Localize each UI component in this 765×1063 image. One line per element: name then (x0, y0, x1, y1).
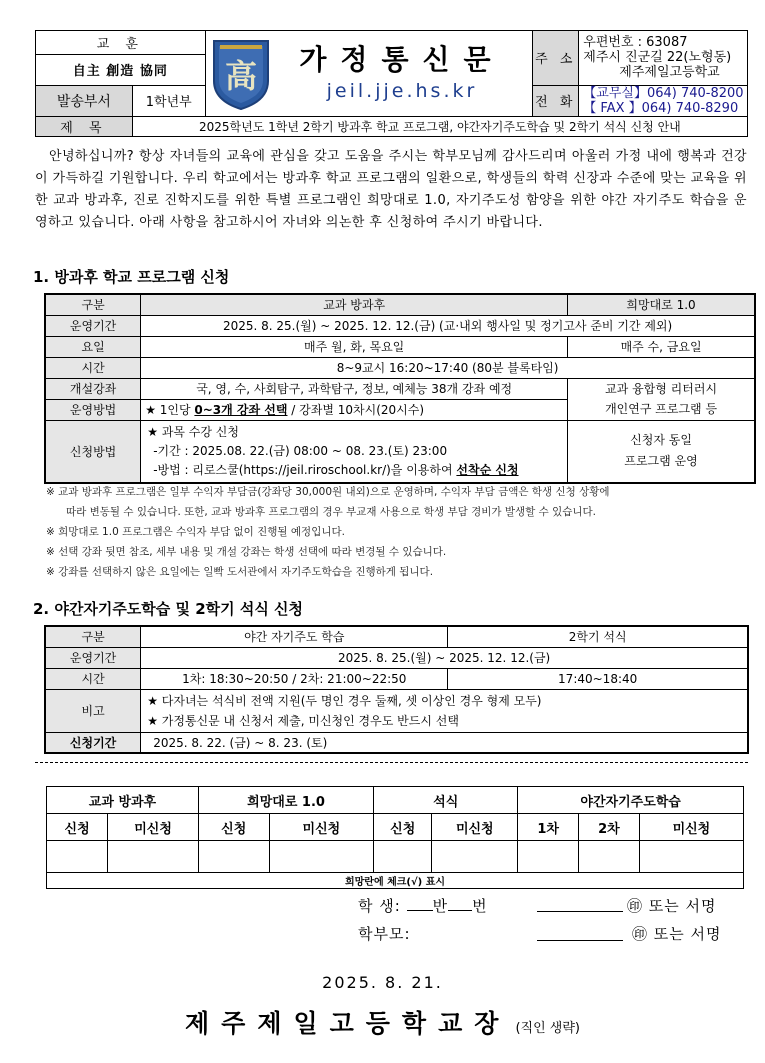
check-hope-apply[interactable] (198, 841, 269, 873)
section2-title: 2. 야간자기주도학습 및 2학기 석식 신청 (33, 600, 304, 618)
check-night-first[interactable] (518, 841, 579, 873)
phone-label: 전 화 (533, 85, 579, 116)
check-afterschool-no[interactable] (108, 841, 199, 873)
parent-sign-line[interactable]: 학부모: (358, 925, 411, 943)
issue-date: 2025. 8. 21. (322, 973, 443, 992)
school-emblem-icon (210, 35, 272, 111)
parent-seal: ㊞ 또는 서명 (632, 925, 722, 943)
section1-notes: ※ 교과 방과후 프로그램은 일부 수익자 부담금(강좌당 30,000원 내외)으로 운영하며, 수익자 부담 금액은 학생 신청 상황에 따라 변동될 수 있습니다. 또한, 교과 방과후 프로그램의 경우 부교재 사용으로 학생 부담 경비가 발생할 수 있습니다. ※ 희망대로 1.0 프로그램은 수익자 부담 없이 진행될 예정입니다. ※ 선택 강좌 뒷면 참조, 세부 내용 및 개설 강좌는 학생 선택에 따라 변경될 수 있습니다. ※ 강좌를 선택하지 않은 요일에는 일빡 도서관에서 자기주도학습을 진행하게 됩니다. (46, 486, 610, 578)
phone-value: 【교무실】064) 740-8200 【 FAX 】064) 740-8290 (579, 85, 748, 116)
night-study-table: 구분 야간 자기주도 학습 2학기 석식 운영기간 2025. 8. 25.(월) ~ 2025. 12. 12.(금) 시간 1차: 18:30~20:50 / 2차: 21:00~22:50 17:40~18:40 비고 ★ 다자녀는 석식비 전액 지원(두 명인 경우 둘째, 셋 이상인 경우 형제 모두) ★ 가정통신문 내 신청서 제출, 미신청인 경우도 반드시 선택 신청기간 2025. 8. 22. (금) ~ 8. 23. (토) (44, 625, 749, 754)
check-hope-no[interactable] (269, 841, 374, 873)
section1-title: 1. 방과후 학교 프로그램 신청 (33, 268, 230, 286)
check-dinner-apply[interactable] (374, 841, 432, 873)
afterschool-table: 구분 교과 방과후 희망대로 1.0 운영기간 2025. 8. 25.(월) ~ 2025. 12. 12.(금) (교·내외 행사일 및 정기고사 준비 기간 제외) 요일 매주 월, 화, 목요일 매주 수, 금요일 시간 8~9교시 16:20~17:40 (80분 블록타임) 개설강좌 국, 영, 수, 사회탐구, 과학탐구, 정보, 예체능 38개 강좌 예정 교과 융합형 리터러시 개인연구 프로그램 등 운영방법 ★ 1인당 0~3개 강좌 선택 / 강좌별 10차시(20시수) 신청방법 ★ 과목 수강 신청 -기간 : 2025.08. 22.(금) 08:00 ~ 08. 23.(토) 23:00 -방법 : 리로스쿨(https://jeil.riroschool.kr/)을 이용하여 선착순 신청 신청자 동일 프로그램 운영 (44, 293, 756, 484)
letterhead (35, 30, 748, 137)
check-afterschool-apply[interactable] (47, 841, 108, 873)
intro-paragraph: 안녕하십니까? 항상 자녀들의 교육에 관심을 갖고 도움을 주시는 학부모님께 감사드리며 아울러 가정 내에 행복과 건강이 가득하길 기원합니다. 우리 학교에서는 방과후 학교 프로그램의 일환으로, 학생들의 학력 신장과 수준에 맞는 교육을 위한 교과 방과후, 진로 진학지도를 위한 특별 프로그램인 희망대로 1.0, 자기주도성 함양을 위한 야간 자기주도 학습을 운영하고 있습니다. 아래 사항을 참고하시어 자녀와 의논한 후 신청하여 주시기 바랍니다. (35, 149, 747, 230)
principal-signature: 제주제일고등학교장 (직인 생략) (185, 1009, 580, 1038)
check-dinner-no[interactable] (432, 841, 518, 873)
check-night-second[interactable] (579, 841, 640, 873)
subject-value: 2025학년도 1학년 2학기 방과후 학교 프로그램, 야간자기주도학습 및 2학기 석식 신청 안내 (132, 116, 747, 136)
dept-label: 발송부서 (36, 85, 133, 116)
cut-line (35, 762, 748, 763)
dept-value: 1학년부 (132, 85, 205, 116)
page-title: 가정통신문 (299, 43, 505, 77)
address-label: 주 소 (533, 31, 579, 86)
student-seal: ㊞ 또는 서명 (627, 897, 717, 915)
masthead (205, 31, 533, 117)
address-value: 우편번호 : 63087 제주시 진군길 22(노형동) 제주제일고등학교 (579, 31, 748, 86)
motto-label: 교 훈 (36, 31, 206, 55)
afterschool-period: 2025. 8. 25.(월) ~ 2025. 12. 12.(금) (교·내외 행사일 및 정기고사 준비 기간 제외) (141, 315, 755, 336)
subject-label: 제 목 (36, 116, 133, 136)
reply-form: 교과 방과후 희망대로 1.0 석식 야간자기주도학습 신청 미신청 신청 미신청 신청 미신청 1차 2차 미신청 희망란에 체크(√) 표시 (46, 786, 744, 889)
svg-text:高: 高 (224, 57, 257, 96)
check-night-no[interactable] (639, 841, 743, 873)
school-url[interactable]: jeil.jje.hs.kr (326, 80, 478, 103)
school-motto: 自主 創造 協同 (36, 55, 206, 85)
student-sign-line[interactable]: 학 생: 반 번 (358, 897, 488, 915)
